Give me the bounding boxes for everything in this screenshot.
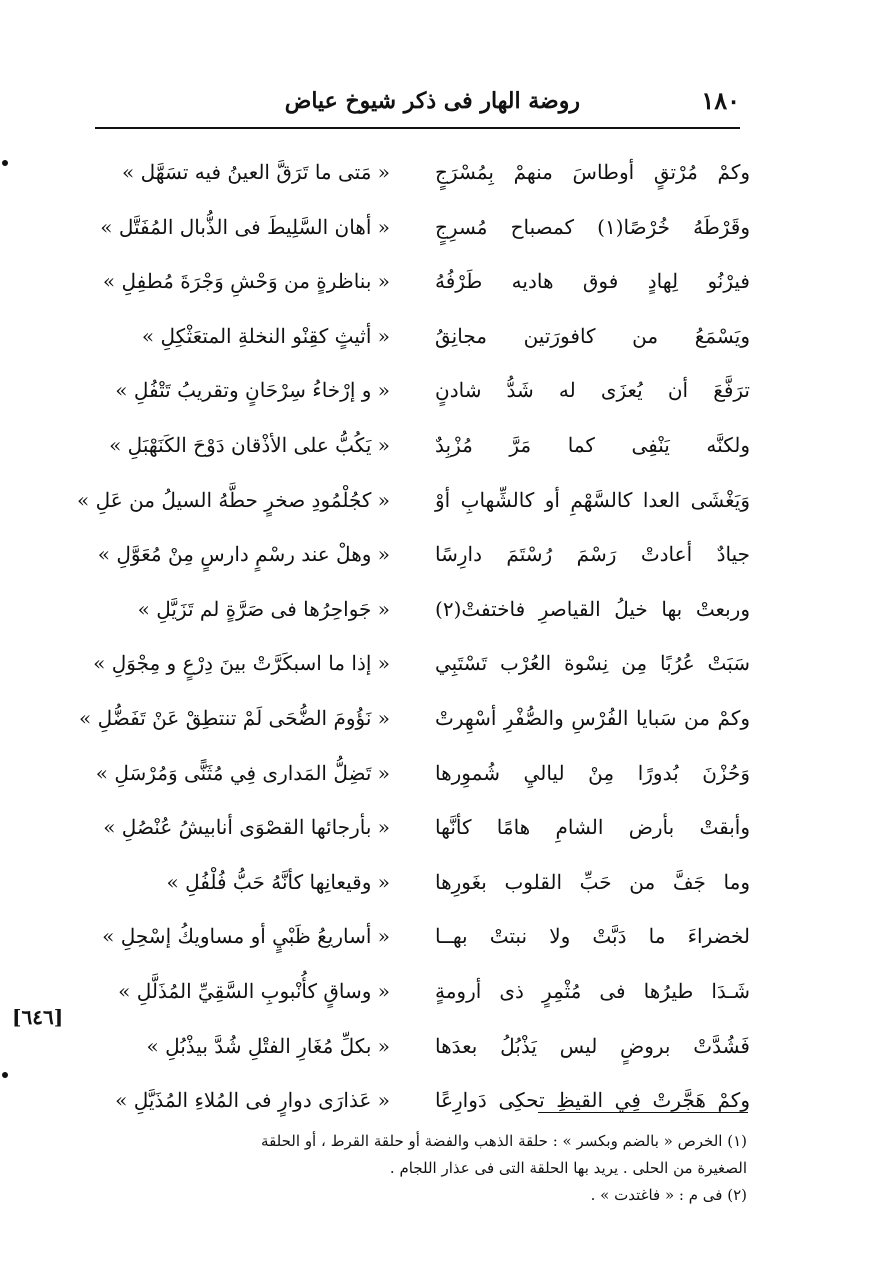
page-number: ١٨٠ bbox=[701, 86, 740, 115]
verse-second-hemistich: « يَكُبُّ على الأذْقان دَوْحَ الكَنَهْبَلِ » bbox=[109, 432, 390, 457]
margin-mark bbox=[2, 1072, 8, 1078]
poem-verses bbox=[77, 150, 751, 1133]
verse-line bbox=[90, 368, 750, 423]
verse-second-hemistich: « وقيعانِها كأنَّهُ حَبُّ فُلْفُلِ » bbox=[166, 869, 390, 894]
verse-line bbox=[90, 860, 750, 915]
verse-first-hemistich: لخضراءَ ما دَبَّتْ ولا نبتتْ بهــا bbox=[435, 924, 750, 949]
verse-first-hemistich: وربعتْ بها خيلُ القياصرِ فاختفتْ(٢) bbox=[435, 596, 750, 621]
verse-first-hemistich: ترَفَّعَ أن يُعزَى له شَدُّ شادنٍ bbox=[435, 378, 750, 403]
header-divider bbox=[95, 127, 740, 129]
footnote-line: (١) الخرص « بالضم وبكسر » : حلقة الذهب والفضة أو حلقة القرط ، أو الحلقة bbox=[261, 1132, 747, 1150]
margin-mark bbox=[2, 160, 8, 166]
verse-line bbox=[90, 1024, 750, 1079]
running-title: روضة الهار فى ذكر شيوخ عياض bbox=[284, 88, 580, 114]
verse-second-hemistich: « نَؤُومَ الضُّحَى لَمْ تنتطِقْ عَنْ تَفَضُّلِ » bbox=[79, 705, 390, 730]
verse-line bbox=[90, 150, 750, 205]
verse-line bbox=[90, 805, 750, 860]
verse-second-hemistich: « إذا ما اسبكَرَّتْ بينَ دِرْعٍ و مِجْوَلِ » bbox=[93, 651, 390, 676]
verse-line bbox=[77, 478, 750, 533]
verse-second-hemistich: « و إرْخاءُ سِرْحَانٍ وتقريبُ تَتْفُلِ » bbox=[115, 378, 390, 403]
footnotes bbox=[92, 1128, 747, 1209]
verse-line bbox=[90, 205, 750, 260]
verse-second-hemistich: « أثيثٍ كقِنْو النخلةِ المتعَثْكِلِ » bbox=[141, 323, 390, 348]
verse-line bbox=[90, 532, 750, 587]
verse-second-hemistich: « أساريعُ ظَبْيٍ أو مساويكُ إسْحِلِ » bbox=[102, 924, 390, 949]
verse-second-hemistich: « وهلْ عند رسْمٍ دارسٍ مِنْ مُعَوَّلِ » bbox=[97, 542, 390, 567]
verse-first-hemistich: سَبَتْ عُرُبًا مِن نِسْوة العُرْب تَسْتَبِي bbox=[435, 651, 750, 676]
verse-second-hemistich: « كجُلْمُودِ صخرٍ حطَّهُ السيلُ من عَلِ » bbox=[77, 487, 390, 512]
verse-first-hemistich: وَحُزْنَ بُدورًا مِنْ لياليِ شُموِرها bbox=[435, 760, 750, 785]
verse-second-hemistich: « مَتى ما تَرَقَّ العينُ فيه تسَهَّل » bbox=[122, 160, 390, 184]
page-header bbox=[95, 80, 740, 124]
verse-first-hemistich: وكمْ هَجَّرتْ فِي القيظِ تحكِى دَوارِعًا bbox=[435, 1088, 750, 1113]
footnote-divider bbox=[538, 1112, 748, 1113]
verse-first-hemistich: ولكنَّه يَنْفِى كما مَرَّ مُزْبِدٌ bbox=[435, 432, 750, 457]
side-reference: [٦٤٦] bbox=[12, 1005, 64, 1029]
verse-first-hemistich: وكمْ من سَبايا الفُرْسِ والصُّفْرِ أسْهِرتْ bbox=[435, 705, 750, 730]
verse-first-hemistich: فَشُدَّتْ بروضٍ ليس يَذْبُلُ بعدَها bbox=[435, 1033, 750, 1058]
verse-first-hemistich: وكمْ مُرْتقٍ أوطاسَ منهمْ بِمُسْرَجٍ bbox=[435, 160, 750, 184]
verse-second-hemistich: « بناظرةٍ من وَحْشِ وَجْرَةَ مُطفِلِ » bbox=[102, 269, 390, 294]
verse-line bbox=[90, 641, 750, 696]
verse-first-hemistich: وأبقتْ بأرض الشامِ هامًا كأنَّها bbox=[435, 815, 750, 840]
verse-line bbox=[90, 751, 750, 806]
verse-first-hemistich: وقَرْطَهُ خُرْصًا(١) كمصباح مُسرِجٍ bbox=[435, 214, 751, 239]
verse-line bbox=[90, 423, 750, 478]
verse-first-hemistich: وما جَفَّ من حَبِّ القلوب بغَورِها bbox=[435, 869, 750, 894]
verse-second-hemistich: « جَواحِرُها فى صَرَّةٍ لم تَزَيَّلِ » bbox=[137, 596, 390, 621]
verse-second-hemistich: « وساقٍ كأُنْبوبِ السَّقِيِّ المُذَلَّلِ » bbox=[118, 978, 390, 1003]
verse-second-hemistich: « عَذارَى دوارٍ فى المُلاءِ المُذَيَّلِ » bbox=[115, 1088, 390, 1113]
verse-line bbox=[90, 914, 750, 969]
verse-first-hemistich: جيادٌ أعادتْ رَسْمَ رُسْتَمَ دارِسًا bbox=[435, 542, 750, 567]
verse-line bbox=[90, 259, 750, 314]
footnote-line: الصغيرة من الحلى . يريد بها الحلقة التى فى عذار اللجام . bbox=[389, 1159, 747, 1177]
verse-first-hemistich: فيرْنُو لِهادٍ فوق هاديه طَرْفُهُ bbox=[435, 269, 750, 294]
verse-line bbox=[90, 1078, 750, 1133]
footnote-line: (٢) فى م : « فاغتدت » . bbox=[590, 1186, 747, 1204]
verse-second-hemistich: « بكلِّ مُغَارِ الفتْلِ شُدَّ بيذْبُلِ » bbox=[146, 1033, 390, 1058]
verse-line bbox=[90, 969, 750, 1024]
verse-first-hemistich: شَـدَا طيرُها فى مُثْمِرٍ ذى أرومةٍ bbox=[435, 978, 750, 1003]
verse-line bbox=[79, 696, 750, 751]
verse-line bbox=[90, 587, 750, 642]
verse-second-hemistich: « بأرجائها القصْوَى أنابيشُ عُنْصُلِ » bbox=[103, 815, 390, 840]
verse-first-hemistich: وَيَغْشَى العدا كالسَّهْمِ أو كالشِّهابِ أوْ bbox=[435, 487, 750, 512]
verse-second-hemistich: « أهان السَّلِيطَ فى الذُّبال المُفَتَّل » bbox=[100, 214, 390, 239]
verse-second-hemistich: « تَضِلُّ المَدارى فِي مُثَنًّى وَمُرْسَلِ » bbox=[95, 760, 390, 785]
verse-line bbox=[90, 314, 750, 369]
verse-first-hemistich: ويَسْمَعُ من كافورَتين مجانِقُ bbox=[435, 323, 750, 348]
